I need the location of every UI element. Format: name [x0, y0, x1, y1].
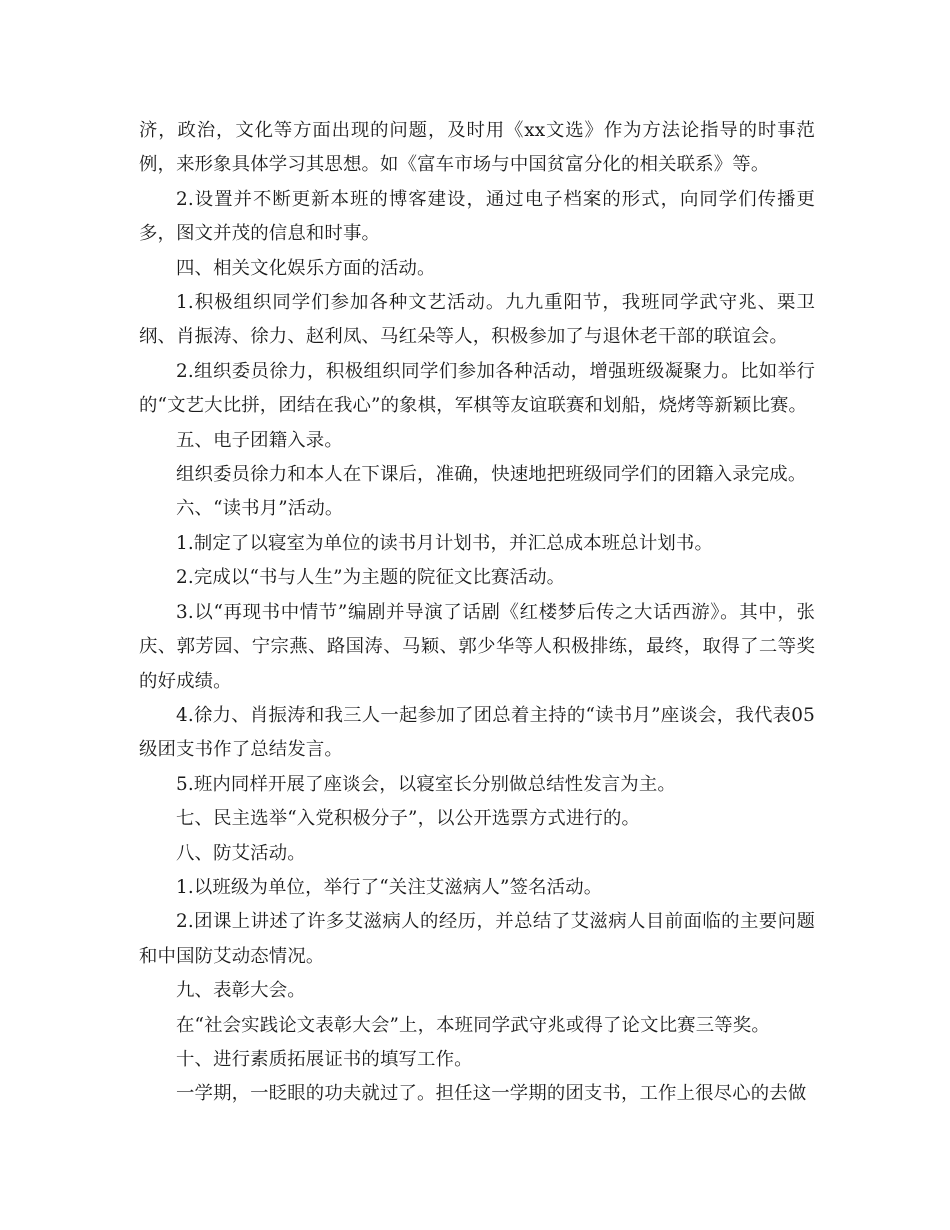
paragraph-2: 2.设置并不断更新本班的博客建设，通过电子档案的形式，向同学们传播更多，图文并茂的信息和时事。 [139, 188, 815, 245]
paragraph-12: 4.徐力、肖振涛和我三人一起参加了团总着主持的“读书月”座谈会，我代表05级团支书作了总结发言。 [139, 704, 815, 761]
paragraph-19: 在“社会实践论文表彰大会”上，本班同学武守兆或得了论文比赛三等奖。 [176, 1014, 770, 1036]
section-heading-9: 九、表彰大会。 [176, 980, 306, 1002]
document-body [139, 114, 815, 1112]
paragraph-10: 2.完成以“书与人生”为主题的院征文比赛活动。 [176, 567, 566, 589]
paragraph-13: 5.班内同样开展了座谈会，以寝室长分别做总结性发言为主。 [176, 773, 676, 795]
paragraph-16: 1.以班级为单位，举行了“关注艾滋病人”签名活动。 [176, 876, 603, 898]
section-heading-6: 六、“读书月”活动。 [176, 498, 344, 520]
paragraph-7: 组织委员徐力和本人在下课后，准确，快速地把班级同学们的团籍入录完成。 [176, 464, 807, 486]
section-heading-10: 十、进行素质拓展证书的填写工作。 [176, 1048, 473, 1070]
paragraph-5: 2.组织委员徐力，积极组织同学们参加各种活动，增强班级凝聚力。比如举行的“文艺大比拼，团结在我心”的象棋，军棋等友谊联赛和划船，烧烤等新颖比赛。 [139, 360, 815, 417]
section-heading-8: 八、防艾活动。 [176, 842, 306, 864]
paragraph-11: 3.以“再现书中情节”编剧并导演了话剧《红楼梦后传之大话西游》。其中，张庆、郭芳园、宁宗燕、路国涛、马颖、郭少华等人积极排练，最终，取得了二等奖的好成绩。 [139, 601, 815, 692]
paragraph-21: 一学期，一眨眼的功夫就过了。担任这一学期的团支书，工作上很尽心的去做 [176, 1083, 807, 1105]
section-heading-5: 五、电子团籍入录。 [176, 429, 343, 451]
section-heading-7: 七、民主选举“入党积极分子”，以公开选票方式进行的。 [176, 808, 641, 830]
paragraph-1: 济，政治，文化等方面出现的问题，及时用《xx文选》作为方法论指导的时事范例，来形象具体学习其思想。如《富车市场与中国贫富分化的相关联系》等。 [139, 120, 815, 176]
paragraph-9: 1.制定了以寝室为单位的读书月计划书，并汇总成本班总计划书。 [176, 532, 713, 554]
paragraph-4: 1.积极组织同学们参加各种文艺活动。九九重阳节，我班同学武守兆、栗卫纲、肖振涛、徐力、赵利凤、马红朵等人，积极参加了与退休老干部的联谊会。 [139, 292, 815, 348]
paragraph-17: 2.团课上讲述了许多艾滋病人的经历，并总结了艾滋病人目前面临的主要问题和中国防艾动态情况。 [139, 911, 815, 967]
section-heading-4: 四、相关文化娱乐方面的活动。 [176, 257, 436, 279]
